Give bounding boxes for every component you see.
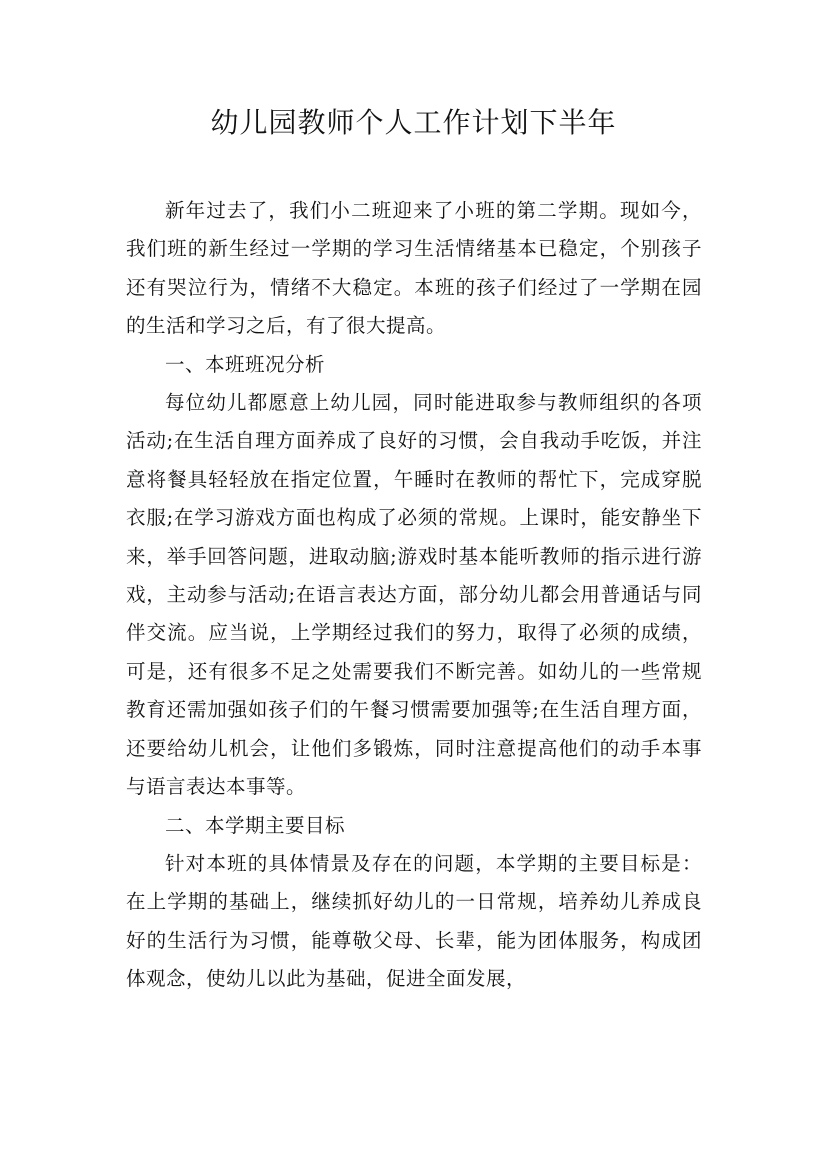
section-heading-main-goals: 二、本学期主要目标 <box>165 813 346 837</box>
document-body <box>126 192 702 999</box>
class-analysis-paragraph: 每位幼儿都愿意上幼儿园，同时能进取参与教师组织的各项活动;在生活自理方面养成了良好的习惯，会自我动手吃饭，并注意将餐具轻轻放在指定位置，午睡时在教师的帮忙下，完成穿脱衣服;在学习游戏方面也构成了必须的常规。上课时，能安静坐下来，举手回答问题，进取动脑;游戏时基本能听教师的指示进行游戏，主动参与活动;在语言表达方面，部分幼儿都会用普通话与同伴交流。应当说，上学期经过我们的努力，取得了必须的成绩，可是，还有很多不足之处需要我们不断完善。如幼儿的一些常规教育还需加强如孩子们的午餐习惯需要加强等;在生活自理方面，还要给幼儿机会，让他们多锻炼，同时注意提高他们的动手本事与语言表达本事等。 <box>126 391 702 799</box>
intro-paragraph: 新年过去了，我们小二班迎来了小班的第二学期。现如今，我们班的新生经过一学期的学习生活情绪基本已稳定，个别孩子还有哭泣行为，情绪不大稳定。本班的孩子们经过了一学期在园的生活和学习之后，有了很大提高。 <box>126 199 702 338</box>
document-title: 幼儿园教师个人工作计划下半年 <box>210 106 617 139</box>
main-goals-paragraph: 针对本班的具体情景及存在的问题，本学期的主要目标是：在上学期的基础上，继续抓好幼儿的一日常规，培养幼儿养成良好的生活行为习惯，能尊敬父母、长辈，能为团体服务，构成团体观念，使幼儿以此为基础，促进全面发展， <box>126 851 702 991</box>
section-heading-class-analysis: 一、本班班况分析 <box>165 352 326 376</box>
